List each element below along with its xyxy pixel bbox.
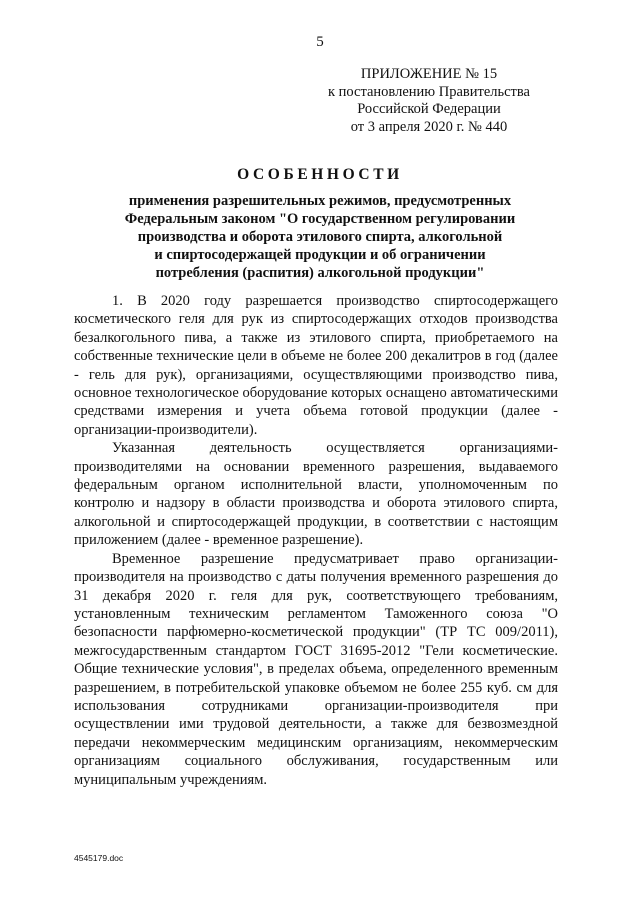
subtitle-line: потребления (распития) алкогольной продукции" [155,265,485,281]
subtitle-line: применения разрешительных режимов, предусмотренных [128,193,512,209]
page-number: 5 [316,34,324,50]
body-paragraph: Указанная деятельность осуществляется организациями-производителями на основании временного разрешения, выдаваемого федеральным органом исполнительной власти, уполномоченным по контролю и надзору в области производства и оборота этилового спирта, алкогольной и спиртосодержащей продукции, в соответствии с настоящим приложением (далее - временное разрешение). [74,440,558,549]
document-subtitle [60,192,580,282]
appendix-ref-line: Российской Федерации [357,101,501,117]
appendix-header [300,66,558,136]
appendix-title: ПРИЛОЖЕНИЕ № 15 [360,66,498,82]
subtitle-line: производства и оборота этилового спирта, алкогольной [137,229,503,245]
document-title: ОСОБЕННОСТИ [237,166,403,183]
appendix-date-line: от 3 апреля 2020 г. № 440 [350,118,508,135]
subtitle-line: и спиртосодержащей продукции и об ограничении [154,247,486,263]
body-paragraph: 1. В 2020 году разрешается производство спиртосодержащего косметического геля для рук из спиртосодержащих отходов производства безалкогольного пива, а также из этилового спирта, приобретаемого на собственные технические цели в объеме не более 200 декалитров в год (далее - гель для рук), организациями, осуществляющими производство пива, основное технологическое оборудование которых оснащено автоматическими средствами измерения и учета объема готовой продукции (далее - организации-производители). [74,293,558,438]
appendix-ref-line: к постановлению Правительства [328,83,530,100]
body-paragraph: Временное разрешение предусматривает право организации-производителя на производство с даты получения временного разрешения до 31 декабря 2020 г. геля для рук, соответствующего требованиям, установленным техническим регламентом Таможенного союза "О безопасности парфюмерно-косметической продукции" (ТР ТС 009/2011), межгосударственным стандартом ГОСТ 31695-2012 "Гели косметические. Общие технические условия", в пределах объема, определенного временным разрешением, в потребительской упаковке объемом не более 255 куб. см для использования сотрудниками организации-производителя при осуществлении ими трудовой деятельности, а также для безвозмездной передачи некоммерческим медицинским организациям, некоммерческим организациям социального обслуживания, государственным или муниципальным учреждениям. [74,550,558,788]
document-body [74,292,558,789]
footer-file-code: 4545179.doc [74,853,124,863]
subtitle-line: Федеральным законом "О государственном регулировании [124,211,516,227]
